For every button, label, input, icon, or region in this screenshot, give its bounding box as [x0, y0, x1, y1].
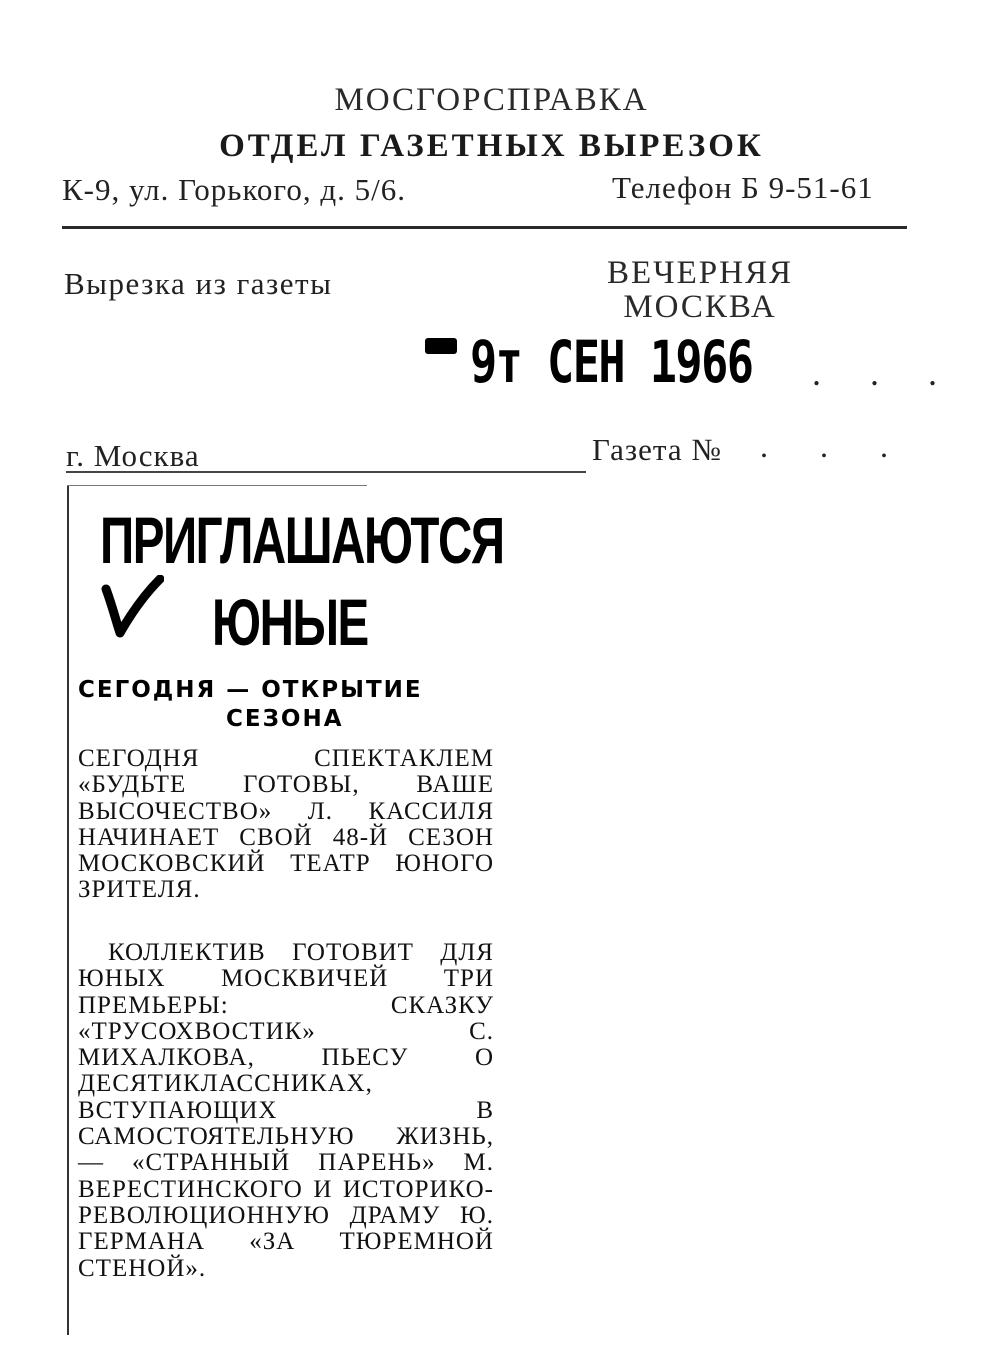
subhead-line2: СЕЗОНА — [226, 706, 344, 732]
phone-number: Телефон Б 9-51-61 — [612, 170, 874, 205]
clipping-top-edge — [67, 485, 367, 486]
paper-number-dots: . . . — [760, 428, 910, 464]
header-divider — [62, 226, 907, 229]
newspaper-name-line1: ВЕЧЕРНЯЯ — [607, 255, 793, 291]
newspaper-name — [575, 256, 825, 324]
article-paragraph-2: КОЛЛЕКТИВ ГОТОВИТ ДЛЯ ЮНЫХ МОСКВИЧЕЙ ТРИ ПРЕМЬЕРЫ: СКАЗКУ «ТРУСОХВОСТИК» С. МИХАЛКОВА, ПЬЕСУ О ДЕСЯТИКЛАССНИКАХ, ВСТУПАЮЩИХ В САМОСТОЯТЕЛЬНУЮ ЖИЗНЬ, — «СТРАННЫЙ ПАРЕНЬ» М. ВЕРЕСТИНСКОГО И ИСТОРИКО-РЕВОЛЮЦИОННУЮ ДРАМУ Ю. ГЕРМАНА «ЗА ТЮРЕМНОЙ СТЕНОЙ». — [78, 939, 494, 1282]
headline-line1: ПРИГЛАШАЮТСЯ — [100, 503, 504, 577]
paper-number-label: Газета № — [592, 432, 722, 467]
department-name: ОТДЕЛ ГАЗЕТНЫХ ВЫРЕЗОК — [219, 128, 764, 164]
date-stamp-dash — [425, 338, 457, 354]
clipping-left-edge — [67, 485, 69, 1335]
date-dots: . . . — [812, 353, 957, 393]
date-stamp: 9т СЕН 1966 — [470, 328, 753, 396]
article-paragraph-1: СЕГОДНЯ СПЕКТАКЛЕМ «БУДЬТЕ ГОТОВЫ, ВАШЕ ВЫСОЧЕСТВО» Л. КАССИЛЯ НАЧИНАЕТ СВОЙ 48-Й СЕЗОН МОСКОВСКИЙ ТЕАТР ЮНОГО ЗРИТЕЛЯ. — [78, 745, 494, 904]
clip-from-label: Вырезка из газеты — [64, 266, 333, 301]
organization-name: МОСГОРСПРАВКА — [334, 82, 649, 118]
address: К-9, ул. Горького, д. 5/6. — [62, 172, 407, 207]
subhead-line1: СЕГОДНЯ — ОТКРЫТИЕ — [78, 677, 423, 703]
headline-line2: ЮНЫЕ — [212, 585, 368, 659]
city-divider — [66, 471, 586, 473]
check-mark-icon — [100, 575, 164, 639]
newspaper-name-line2: МОСКВА — [623, 289, 777, 325]
city-label: г. Москва — [66, 438, 200, 473]
article-subhead — [78, 676, 498, 734]
